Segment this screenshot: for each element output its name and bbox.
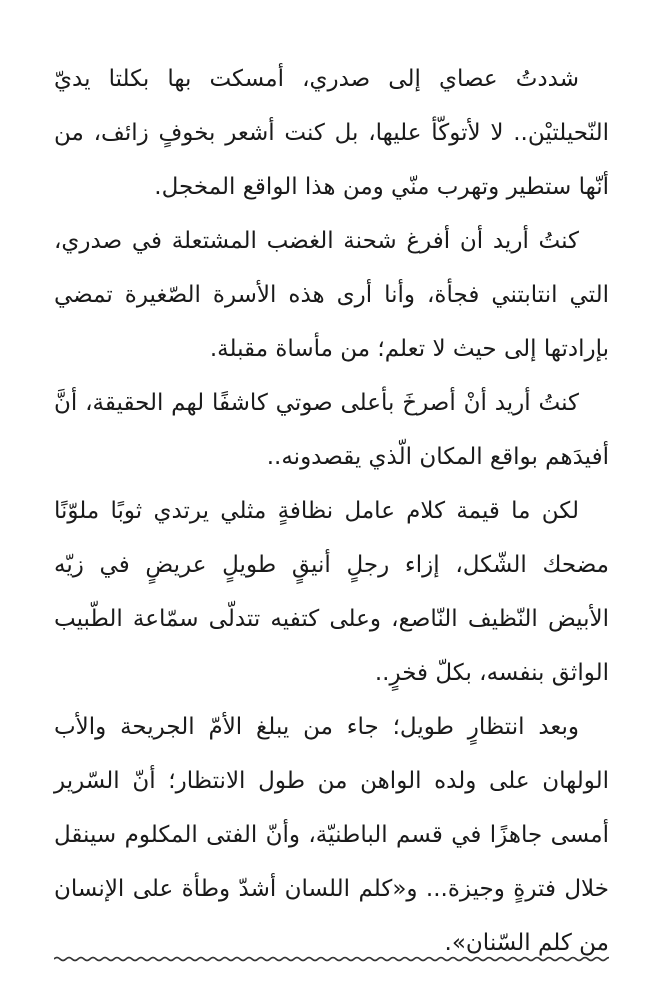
paragraph-4: لكن ما قيمة كلام عامل نظافةٍ مثلي يرتدي ثوبًا ملوّنًا مضحك الشّكل، إزاء رجلٍ أنيقٍ طويلٍ عريضٍ في زيّه الأبيض النّظيف النّاصع، وعلى كتفيه تتدلّى سمّاعة الطّبيب الواثق بنفسه، بكلّ فخرٍ.. — [54, 498, 609, 686]
paragraph-1: شددتُ عصاي إلى صدري، أمسكت بها بكلتا يديّ النّحيلتيْن.. لا لأتوكّأ عليها، بل كنت أشعر بخوفٍ زائف، من أنّها ستطير وتهرب منّي ومن هذا الواقع المخجل. — [54, 66, 609, 200]
paragraph-5: وبعد انتظارٍ طويل؛ جاء من يبلغ الأمّ الجريحة والأب الولهان على ولده الواهن من طول الانتظار؛ أنّ السّرير أمسى جاهزًا في قسم الباطنيّة، وأنّ الفتى المكلوم سينقل خلال فترةٍ وجيزة... و«كلم اللسان أشدّ وطأة على الإنسان من كلم السّنان». — [54, 714, 609, 956]
wavy-divider — [54, 952, 609, 966]
document-body — [54, 52, 609, 970]
paragraph-3: كنتُ أريد أنْ أصرخَ بأعلى صوتي كاشفًا لهم الحقيقة، أنَّ أفيدَهم بواقع المكان الّذي يقصدونه.. — [54, 390, 609, 470]
paragraph-2: كنتُ أريد أن أفرغ شحنة الغضب المشتعلة في صدري، التي انتابتني فجأة، وأنا أرى هذه الأسرة الصّغيرة تمضي بإرادتها إلى حيث لا تعلم؛ من مأساة مقبلة. — [54, 228, 609, 362]
